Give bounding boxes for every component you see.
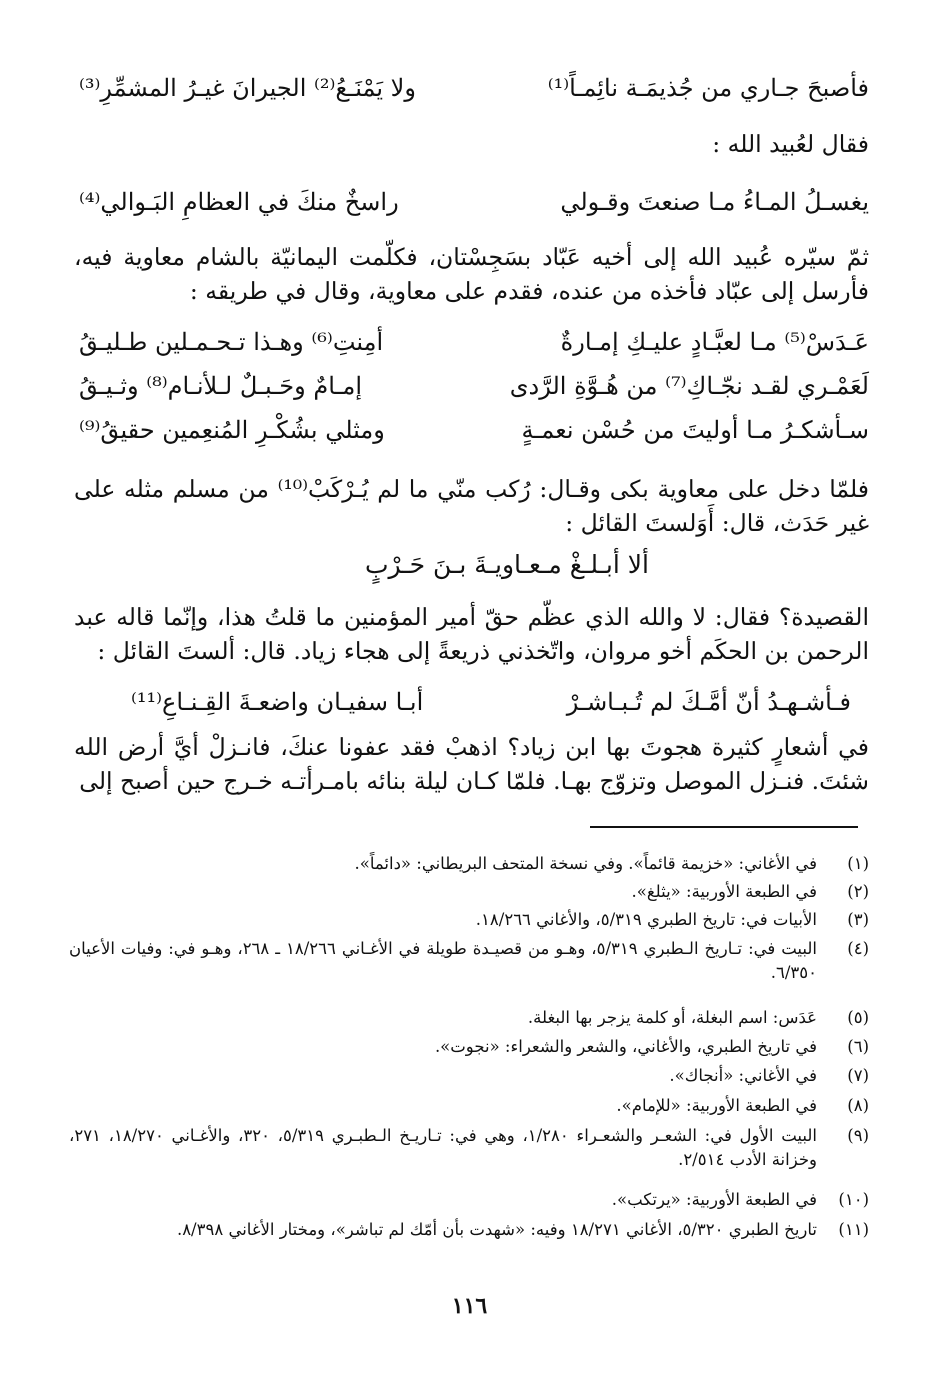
verse-hemistich-second: ولا يَمْنَـعُ⁽²⁾ الجيرانَ غيـرُ المشمِّرِ⁽³⁾ xyxy=(79,74,416,102)
verse-line xyxy=(79,372,869,412)
footnote-text: في تاريخ الطبري، والأغاني، والشعر والشعراء: «نجوت». xyxy=(434,1037,817,1056)
footnote-text: في الطبعة الأوربية: «للإمام». xyxy=(616,1096,817,1115)
footnote xyxy=(69,937,869,985)
intro-line: فقال لعُبيد الله : xyxy=(712,130,869,158)
footnote xyxy=(69,1218,869,1242)
paragraph: فلمّا دخل على معاوية بكى وقـال: رُكب منّي ما لم يُـرْكَبْ⁽¹⁰⁾ من مسلم مثله على غير حَدَث، قال: أَوَلستَ القائل : xyxy=(74,475,869,537)
verse-hemistich-second: راسخٌ منكَ في العظامِ البَـوالي⁽⁴⁾ xyxy=(79,188,399,216)
verse-line xyxy=(79,416,869,456)
single-verse: ألا أبـلـغْ مـعـاويـةَ بـنَ حَـرْبٍ xyxy=(364,550,649,579)
footnote xyxy=(69,1124,869,1172)
verse-hemistich-second: أبـا سفيـان واضعـةَ القِـنـاعِ⁽¹¹⁾ xyxy=(131,688,424,716)
footnote-text: الأبيات في: تاريخ الطبري ٥/٣١٩، والأغاني ١٨/٢٦٦. xyxy=(475,910,817,929)
verse-hemistich-first: لَعَمْـري لقـد نجّـاكِ⁽⁷⁾ من هُـوَّةِ الرَّدى xyxy=(509,372,869,400)
verse-hemistich-first: سـأشكـرُ مـا أوليتَ من حُسْن نعمـةٍ xyxy=(521,416,869,444)
footnote xyxy=(69,852,869,876)
footnote-number: (٢) xyxy=(847,882,869,901)
footnote-number: (٨) xyxy=(847,1096,869,1115)
footnote xyxy=(69,1006,869,1030)
paragraph: ثمّ سيّره عُبيد الله إلى أخيه عَبّاد بسَجِسْتان، فكلّمت اليمانيّة بالشام معاوية فيه، فأرسل إلى عبّاد فأخذه من عنده، فقدم على معاوية، وقال في طريقه : xyxy=(74,243,869,305)
verse-line xyxy=(79,188,869,228)
paragraph: في أشعارٍ كثيرة هجوتَ بها ابن زياد؟ اذهبْ فقد عفونا عنكَ، فانـزلْ أيَّ أرض الله شئتَ. فنـزل الموصل وتزوّج بهـا. فلمّا كـان ليلة بنائه بامـرأتـه خـرج حين أصبح إلى xyxy=(74,733,869,795)
verse-hemistich-second: أمِنتِ⁽⁶⁾ وهـذا تـحـمـلين طـليـقُ xyxy=(79,328,384,356)
footnote-text: في الطبعة الأوربية: «يثلغ». xyxy=(631,882,817,901)
footnote-text: عَدَس: اسم البغلة، أو كلمة يزجر بها البغلة. xyxy=(527,1008,817,1027)
footnote-text: في الطبعة الأوربية: «يرتكب». xyxy=(611,1190,817,1209)
footnote-text: تاريخ الطبري ٥/٣٢٠، الأغاني ١٨/٢٧١ وفيه: «شهدت بأن أمّك لم تباشر»، ومختار الأغاني ٨/٣٩٨. xyxy=(176,1220,817,1239)
verse-hemistich-first: يغسـلُ المـاءُ مـا صنعتَ وقـولي xyxy=(560,188,869,216)
footnote xyxy=(69,1188,869,1212)
verse-line xyxy=(131,688,851,728)
verse-hemistich-first: فأصبحَ جـاري من جُذيمَـة نائِمـاً⁽¹⁾ xyxy=(547,74,869,102)
verse-hemistich-second: إمـامٌ وحَـبـلٌ لـلأنـام⁽⁸⁾ وثـيـقُ xyxy=(79,372,363,400)
verse-hemistich-first: عَـدَسْ⁽⁵⁾ مـا لعبَّـادٍ عليـكِ إمـارةٌ xyxy=(560,328,869,356)
verse-line xyxy=(79,328,869,368)
footnote-text: في الأغاني: «خزيمة قائماً». وفي نسخة المتحف البريطاني: «دائماً». xyxy=(354,854,817,873)
footnote-number: (٩) xyxy=(847,1126,869,1145)
footnote-text: البيت في: تـاريخ الـطبري ٥/٣١٩، وهـو من قصيـدة طويلة في الأغـاني ١٨/٢٦٦ ـ ٢٦٨، وهـو في: وفيات الأعيان ٦/٣٥٠. xyxy=(69,939,818,982)
footnote-text: في الأغاني: «أنجاك». xyxy=(669,1066,817,1085)
footnote xyxy=(69,1064,869,1088)
verse-line xyxy=(79,74,869,114)
footnote-text: البيت الأول في: الشعـر والشعـراء ١/٢٨٠، وهي في: تـاريـخ الـطبـري ٥/٣١٩، ٣٢٠، والأغـاني ١٨/٢٧٠، ٢٧١، وخزانة الأدب ٢/٥١٤. xyxy=(69,1126,817,1169)
footnote-number: (٧) xyxy=(847,1066,869,1085)
paragraph: القصيدة؟ فقال: لا والله الذي عظّم حقّ أمير المؤمنين ما قلتُ هذا، وإنّما قاله عبد الرحمن بن الحكَم أخو مروان، واتّخذني ذريعةً إلى هجاء زياد. قال: ألستَ القائل : xyxy=(74,603,869,665)
footnote xyxy=(69,908,869,932)
footnote-number: (١٠) xyxy=(838,1190,869,1209)
footnote-number: (١) xyxy=(847,854,869,873)
footnote-separator xyxy=(590,826,858,828)
footnote-number: (٤) xyxy=(847,939,869,958)
footnote-number: (٣) xyxy=(847,910,869,929)
verse-hemistich-second: ومثلي بشُكْـرِ المُنعِمين حقيقُ⁽⁹⁾ xyxy=(79,416,385,444)
footnote-number: (٦) xyxy=(847,1037,869,1056)
verse-hemistich-first: فـأشـهـدُ أنّ أمَّـكَ لم تُـبـاشـرْ xyxy=(566,688,851,716)
footnote-number: (١١) xyxy=(838,1220,869,1239)
page-number: ١١٦ xyxy=(451,1293,488,1319)
footnote xyxy=(69,1035,869,1059)
footnote xyxy=(69,1094,869,1118)
footnote xyxy=(69,880,869,904)
footnote-number: (٥) xyxy=(847,1008,869,1027)
